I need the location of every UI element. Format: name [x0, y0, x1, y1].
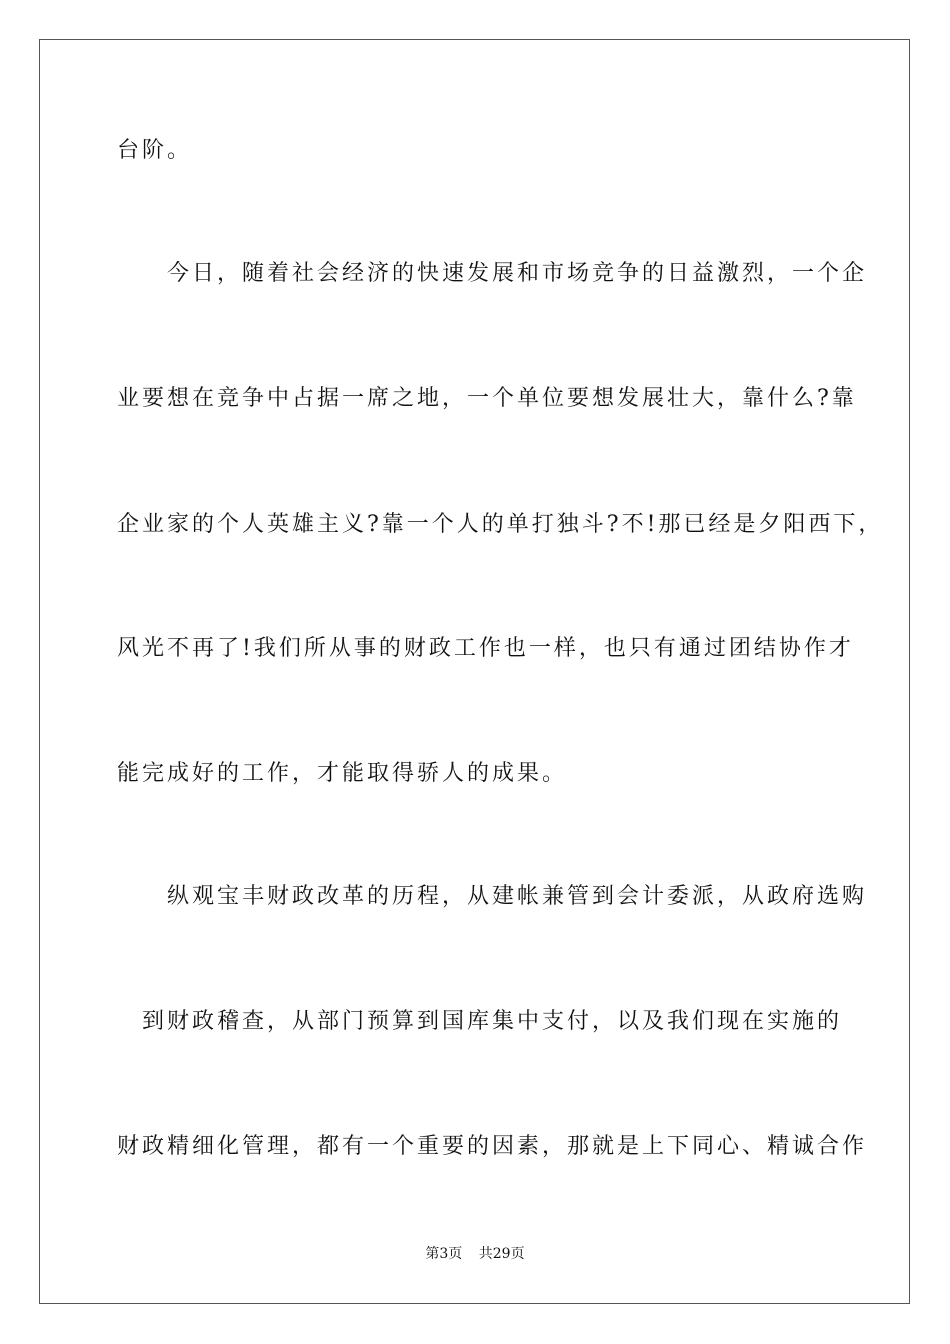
text-line-5: 风光不再了!我们所从事的财政工作也一样，也只有通过团结协作才: [117, 636, 854, 661]
text-line-7: 纵观宝丰财政改革的历程，从建帐兼管到会计委派，从政府选购: [117, 884, 868, 909]
text-line-6: 能完成好的工作，才能取得骄人的成果。: [117, 761, 568, 786]
text-line-1: 台阶。: [117, 138, 193, 163]
text-line-4: 企业家的个人英雄主义?靠一个人的单打独斗?不!那已经是夕阳西下，: [117, 512, 884, 537]
page-number: 第3页: [425, 1246, 463, 1262]
page-total: 共29页: [478, 1246, 525, 1262]
text-line-9: 财政精细化管理，都有一个重要的因素，那就是上下同心、精诚合作: [117, 1134, 868, 1159]
page-border: [39, 39, 910, 1304]
page-footer: [0, 1244, 950, 1264]
text-line-2: 今日，随着社会经济的快速发展和市场竞争的日益激烈，一个企: [117, 261, 868, 286]
text-line-8: 到财政稽查，从部门预算到国库集中支付，以及我们现在实施的: [117, 1009, 843, 1034]
text-line-3: 业要想在竞争中占据一席之地，一个单位要想发展壮大，靠什么?靠: [117, 386, 857, 411]
